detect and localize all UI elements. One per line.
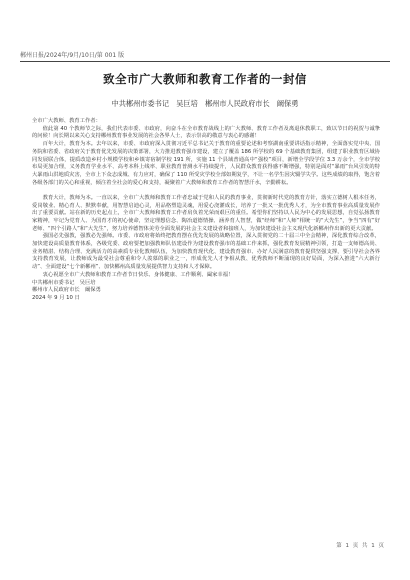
letter-paragraph: 值此第 40 个教师节之际，我们代表市委、市政府，向奋斗在全市教育战线上的广大教师、教育工作者及离退休教职工，致以节日的祝贺与诚挚的问候！向长期以来关心支持郴州教育事业发展的社会各界人士，表示崇高的敬意与衷心的感谢！ — [32, 125, 380, 140]
signature-line: 中共郴州市委书记 吴巨培 — [32, 279, 96, 286]
letter-salutation: 全市广大教师、教育工作者： — [32, 118, 101, 124]
letter-body — [32, 118, 380, 303]
masthead: 郴州日报/2024年/9月/10日/第 001 版 — [20, 50, 390, 62]
signature-line: 郴州市人民政府市长 阚保勇 — [32, 287, 101, 294]
letter-paragraph: 百年大计，教育为本。去年以来，市委、市政府深入贯彻习近平总书记关于教育的重要论述和考察湖南重要讲话指示精神，全面落实党中央、国务院和省委、省政府关于教育优先发展的决策部署，大力推进教育强市建设，建立了覆盖 186 所学校的 69 个基础教育集团，组建了职业教育区域协同发展联合体，提质改造乡村小规模学校和乡镇寄宿制学校 191 所，实施 11 个县域普通高中“强校”项目，新增全学段学位 3.3 万余个，全市学校布局更加合理，义务教育学业水平、高考本科上线率、职业教育普测水平持续提升，人民群众教育获得感不断增强，特别是面对“暴雨”台风引发的特大暴雨山洪地质灾害，全市上下众志成城、有力应对，确保了 110 所受灾学校全部如期复学，不让一名学生因灾辍学失学。这些成绩的取得，饱含着各级各部门的关心和重视，倾注着全社会的爱心和支持，凝聚着广大教师和教育工作者的智慧汗水，辛勤耕耘。 — [32, 141, 380, 186]
closing-wish: 衷心祝愿全市广大教师和教育工作者节日快乐、身体健康、工作顺利、阖家幸福！ — [42, 271, 234, 278]
letter-paragraph: 强国必先强教，强教必先强师。市委、市政府将始终把教育摆在优先发展的战略位置，深入贯彻党的二十届三中全会精神，深化教育综合改革，加快建设高质量教育体系，各级党委、政府要把加强教师队伍建设作为建设教育强市的基础工作来抓，强化教育发展精神引领，打造一支师德高尚、业务精湛、结构合理、充满活力的高素质专业化教师队伍，为加快教育现代化、建设教育强市、办好人民满意的教育提供坚强支撑，要引导社会各界支持教育发展，让教师成为最受社会尊重和令人羡慕的职业之一，形成优先人才争相从教、优秀教师不断涌现的良好局面，为深入推进“六大新行动”、全面建设“七个新郴州”、加快郴州高质量发展提供智力支持和人才保障。 — [32, 233, 380, 271]
letter-closing — [32, 272, 380, 303]
page-indicator: 第 1 页 共 1 页 — [336, 543, 384, 549]
signature-date: 2024 年 9 月 10 日 — [32, 294, 80, 301]
letter-title: 致全市广大教师和教育工作者的一封信 — [103, 72, 307, 86]
letter-paragraph: 教育大计，教师为本。一直以来，全市广大教师和教育工作者忠诚于党和人民的教育事业，贯彻新时代党的教育方针，落实立德树人根本任务，爱岗敬业、精心育人、默默奉献，用智慧启迪心灵，用品格塑造灵魂，用爱心浇灌成长，培养了一批又一批优秀人才，为全市教育事业高质量发展作出了重要贡献。站在新的历史起点上，全市广大教师和教育工作者肩负着光荣而艰巨的重任。希望你们坚持以人民为中心的发展思想，自觉弘扬教育家精神，牢记为党育人、为国育才的初心使命，坚定理想信念、陶冶道德情操、涵养育人智慧，做“经师”和“人师”相统一的“大先生”，争当“四有”好老师、“四个引路人”和“大先生”，努力培养德智体美劳全面发展的社会主义建设者和接班人，为加快建设社会主义现代化新郴州作出新的更大贡献。 — [32, 194, 380, 232]
letter-byline: 中共郴州市委书记 吴巨培 郴州市人民政府市长 阚保勇 — [111, 99, 299, 108]
